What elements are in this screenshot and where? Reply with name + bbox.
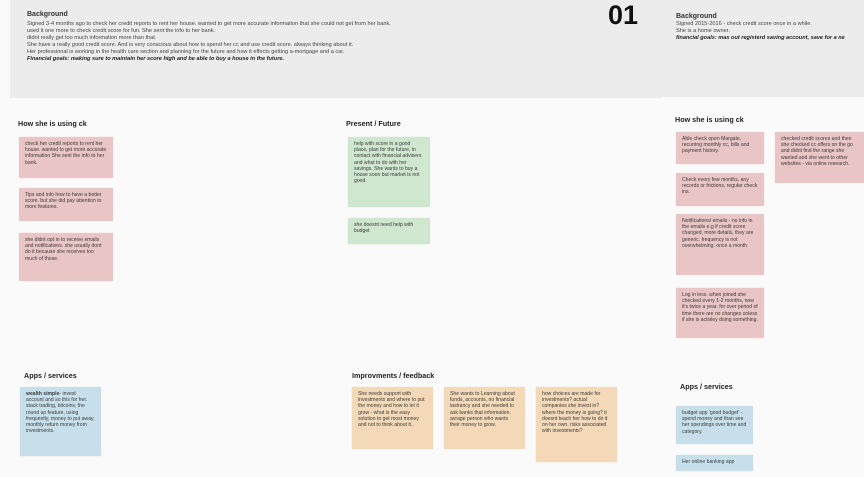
present-future-title: Present / Future	[346, 119, 401, 128]
financial-goal: financial goals: max out registerd saving account, save for a ne	[676, 34, 845, 41]
sticky-note: she didnt opt in to receive emails and notifications. she usually dont do it because she receives too much of those.	[19, 233, 113, 281]
sticky-note: Her online banking app	[676, 455, 753, 471]
app-name: wealth simple	[26, 391, 60, 397]
sticky-note: she doesnt need help with budget	[348, 218, 430, 244]
app-description: - invest account and so this for her. stack trading, bitcoins, the round up feature, using frequently, money to put away, monthly return money from investments.	[26, 391, 95, 435]
background-text-1	[27, 21, 587, 62]
background-line: She have a really good credit score. And is very conscious about how to spend her cc and use credit score. always thinking about it.	[27, 41, 354, 48]
sticky-note: Notifications/ emails - no info in the emails e.g if credit score changed, more details, they are generic. frequency is not overwhelming. once a month	[676, 214, 764, 275]
sticky-note: help with score in a good place, plan for the future, in contact with financial advisers and what to do with her savings. She wants to buy a house soon but market is not good.	[348, 137, 430, 207]
background-text-2	[676, 21, 864, 42]
sticky-note	[20, 387, 101, 456]
apps-title-2: Apps / services	[680, 382, 733, 391]
sticky-note: Check every few months, any records or frictions, regular check ins.	[676, 173, 764, 206]
sticky-note: how choices are made for investments? actual companies she invest in? where the money is going? it doesnt teach her how to do it on her own. risks associated with investments?	[536, 387, 617, 462]
background-line: didnt really get too much information more than that.	[27, 34, 157, 41]
apps-title-1: Apps / services	[24, 371, 77, 380]
sticky-note: She needs support with investments and where to put the money and how to let it grow - what is the easy solution to get most money and not to think about it..	[352, 387, 433, 449]
how-using-title-2: How she is using ck	[675, 115, 744, 124]
how-using-title-1: How she is using ck	[18, 119, 87, 128]
background-line: used it one more to check credit score for fun. She sent the info to her bank.	[27, 27, 216, 34]
sticky-note: Able check open Margate, recurring monthly cc, bills and payment history.	[676, 132, 764, 164]
background-line: Signed 2015-2016 - check credit score once in a while.	[676, 21, 812, 27]
sticky-note: She wants to Learning about funds, accounts, no financial lastrancy and she needed to ask banks that information. avrage person who wants their money to grow.	[444, 387, 525, 449]
background-line: Her professional is working in the health care section and planning for the future and how it effects getting a-mortgage and a car.	[27, 48, 345, 55]
improvements-title: Improvments / feedback	[352, 371, 435, 380]
sticky-note: budget app 'good budget' - spend money and than see her spendings over time and category.	[676, 406, 753, 444]
financial-goal: Financial goals: making sure to maintain her score high and be able to buy a house in the future.	[27, 55, 285, 62]
background-title-1: Background	[27, 11, 68, 18]
sticky-note: check her credit reports to rent her house. wanted to get more accurate information She sent the info to her bank.	[19, 137, 113, 178]
background-title-2: Background	[676, 13, 717, 20]
sticky-note: checked credit scores and then she checked cc offers on the go and didnt find the range she wanted and she went to other websites - via online research.	[775, 132, 864, 183]
background-line: She is a home owner.	[676, 27, 730, 34]
background-line: Signed 3-4 months ago to check her credit reports to rent her house. wanted to get more accurate information that she could not get from her bank.	[27, 21, 391, 27]
sticky-note: Log in less. when joined she checked every 1-2 months, now it's twice a year. for over period of time there are no changes unless if she is activley doing something.	[676, 288, 764, 338]
sticky-note: Tips and info how to have a better score. but she did pay attention to more features.	[19, 188, 113, 221]
interview-number: 01	[608, 0, 639, 30]
